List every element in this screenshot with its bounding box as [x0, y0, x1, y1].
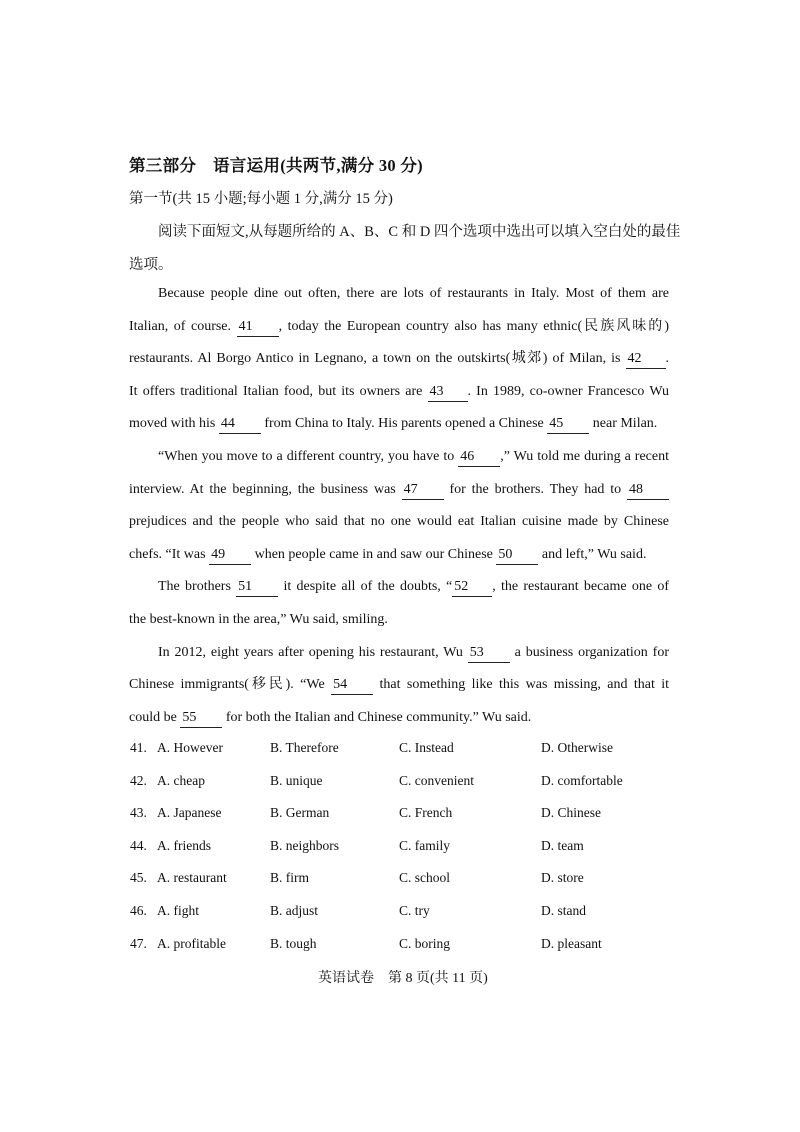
blank-43: 43: [428, 383, 468, 402]
passage-line: could be 55 for both the Italian and Chinese community.” Wu said.: [129, 702, 669, 735]
passage-line: the best-known in the area,” Wu said, smiling.: [129, 611, 388, 627]
blank-50: 50: [496, 546, 538, 565]
passage-line: Chinese immigrants(移民). “We 54 that something like this was missing, and that it: [129, 669, 669, 702]
passage-line: It offers traditional Italian food, but its owners are 43 . In 1989, co-owner Francesco Wu: [129, 376, 669, 409]
passage-line: The brothers 51 it despite all of the doubts, “ 52 , the restaurant became one of: [129, 571, 669, 604]
question-number: 46.: [130, 902, 147, 918]
option-d: D. Chinese: [541, 805, 601, 821]
option-d: D. comfortable: [541, 772, 623, 788]
question-number: 45.: [130, 870, 147, 886]
option-c: C. school: [399, 870, 451, 886]
option-b: B. German: [270, 805, 330, 821]
option-a: A. restaurant: [157, 870, 227, 886]
blank-46: 46: [458, 448, 500, 467]
blank-42: 42: [626, 350, 666, 369]
passage-line: “When you move to a different country, you have to 46 ,” Wu told me during a recent: [129, 441, 669, 474]
blank-52: 52: [452, 578, 492, 597]
option-a: A. friends: [157, 837, 211, 853]
option-a: A. However: [157, 740, 223, 755]
passage-line: In 2012, eight years after opening his restaurant, Wu 53 a business organization for: [129, 637, 669, 670]
question-number: 41.: [130, 740, 147, 755]
blank-54: 54: [331, 676, 373, 695]
blank-48: 48: [627, 481, 669, 500]
option-b: B. adjust: [270, 902, 319, 918]
option-a: A. cheap: [157, 772, 205, 788]
blank-55: 55: [180, 709, 222, 728]
option-b: B. tough: [270, 935, 317, 951]
passage-line: moved with his 44 from China to Italy. His parents opened a Chinese 45 near Milan.: [129, 408, 669, 441]
passage-line: Italian, of course. 41 , today the European country also has many ethnic(民族风味的): [129, 311, 669, 344]
subsection-title: 第一节(共 15 小题;每小题 1 分,满分 15 分): [129, 191, 393, 207]
question-number: 47.: [130, 935, 147, 951]
page-footer: 英语试卷 第 8 页(共 11 页): [318, 971, 488, 986]
option-c: C. French: [399, 805, 453, 821]
section-title: 第三部分 语言运用(共两节,满分 30 分): [129, 156, 423, 175]
option-d: D. stand: [541, 902, 586, 918]
option-c: C. boring: [399, 935, 451, 951]
passage-line: Because people dine out often, there are lots of restaurants in Italy. Most of them are: [158, 286, 669, 301]
blank-51: 51: [236, 578, 278, 597]
option-b: B. neighbors: [270, 837, 339, 853]
option-d: D. store: [541, 870, 584, 886]
blank-45: 45: [547, 415, 589, 434]
passage-line: prejudices and the people who said that no one would eat Italian cuisine made by Chinese: [129, 514, 669, 530]
instruction-line-2: 选项。: [129, 257, 173, 273]
option-d: D. team: [541, 837, 584, 853]
option-d: D. Otherwise: [541, 740, 613, 755]
instruction-line-1: 阅读下面短文,从每题所给的 A、B、C 和 D 四个选项中选出可以填入空白处的最佳: [158, 224, 681, 240]
question-number: 44.: [130, 837, 147, 853]
option-c: C. Instead: [399, 740, 454, 755]
option-c: C. family: [399, 837, 450, 853]
option-c: C. try: [399, 902, 430, 918]
passage-line: interview. At the beginning, the business was 47 for the brothers. They had to 48: [129, 474, 669, 507]
blank-49: 49: [209, 546, 251, 565]
blank-41: 41: [237, 318, 279, 337]
blank-44: 44: [219, 415, 261, 434]
option-a: A. fight: [157, 902, 199, 918]
blank-47: 47: [402, 481, 444, 500]
question-number: 43.: [130, 805, 147, 821]
option-b: B. unique: [270, 772, 323, 788]
passage-line: chefs. “It was 49 when people came in and saw our Chinese 50 and left,” Wu said.: [129, 539, 669, 572]
option-c: C. convenient: [399, 772, 474, 788]
passage: [129, 278, 669, 734]
option-a: A. Japanese: [157, 805, 222, 821]
passage-line: restaurants. Al Borgo Antico in Legnano, a town on the outskirts(城郊) of Milan, is 42 .: [129, 343, 669, 376]
option-b: B. firm: [270, 870, 309, 886]
option-b: B. Therefore: [270, 740, 339, 755]
question-number: 42.: [130, 772, 147, 788]
option-d: D. pleasant: [541, 935, 602, 951]
blank-53: 53: [468, 644, 510, 663]
option-a: A. profitable: [157, 935, 226, 951]
